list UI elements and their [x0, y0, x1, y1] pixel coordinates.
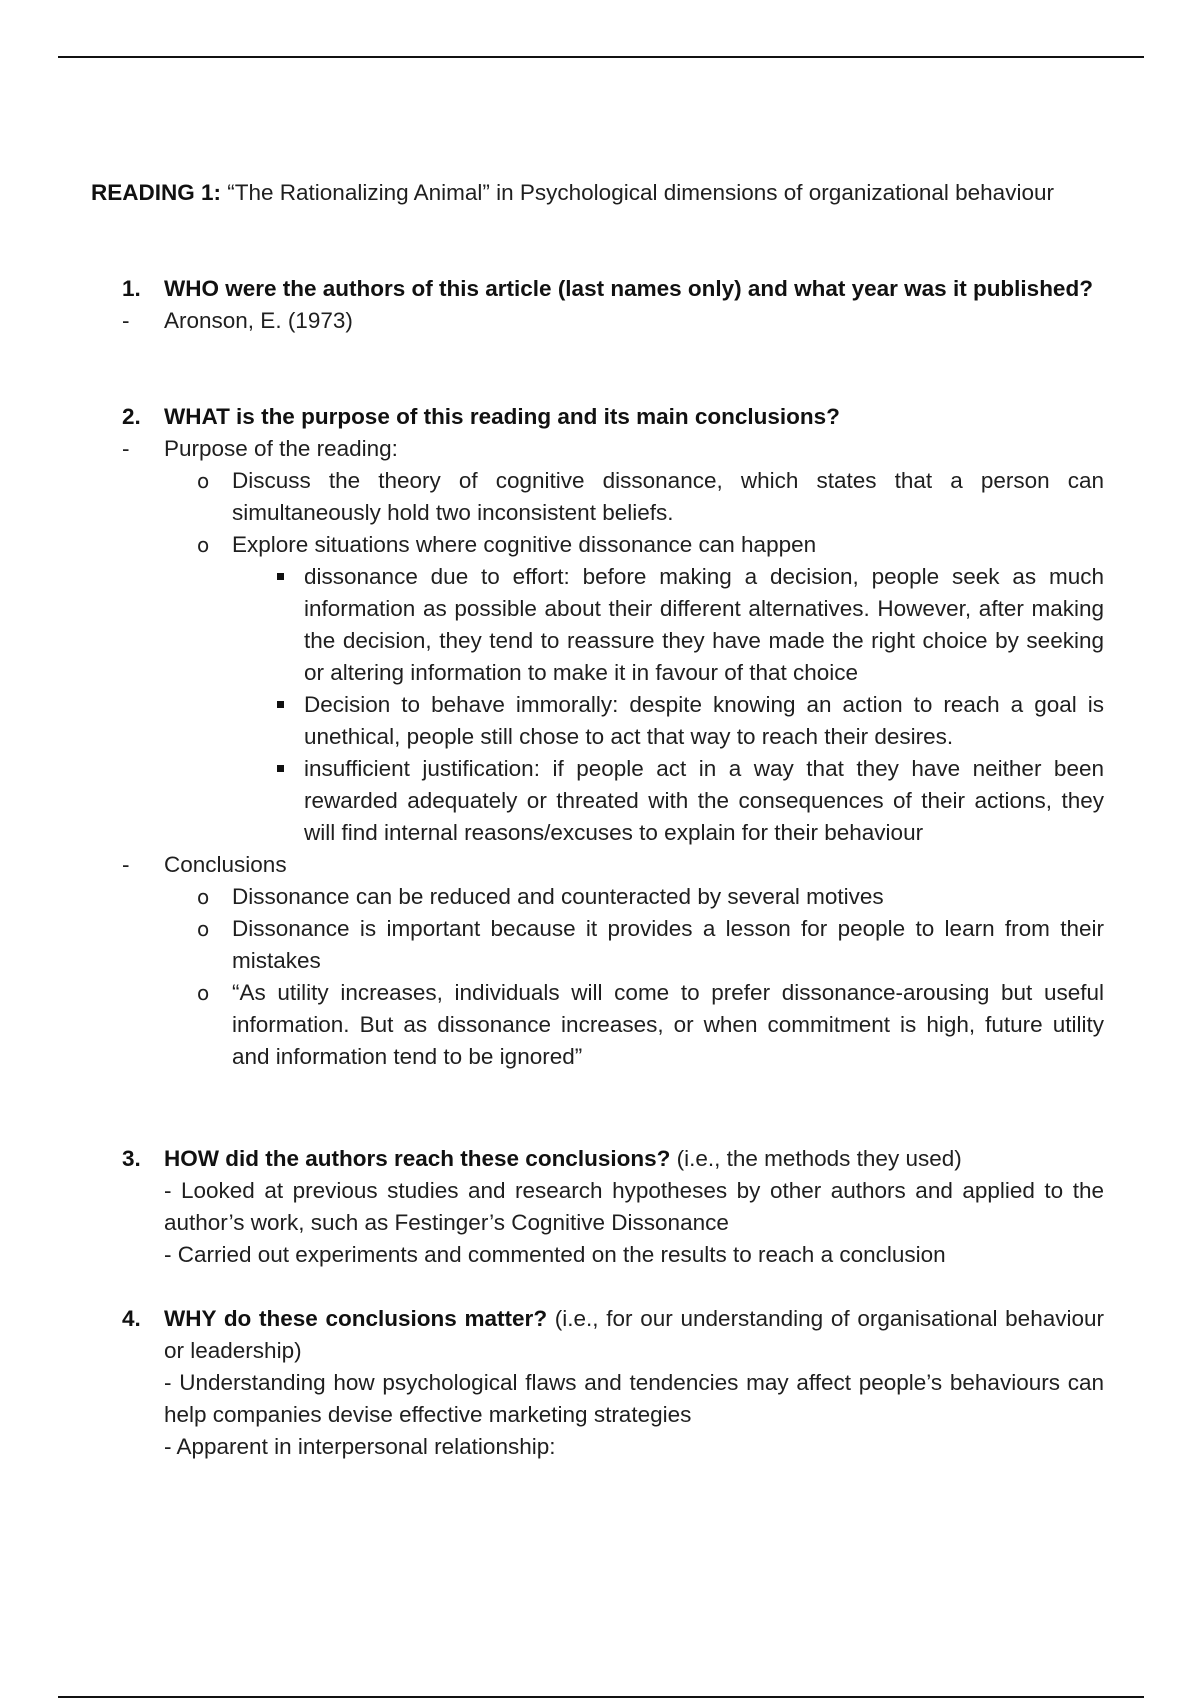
answer-text: Aronson, E. (1973) [164, 308, 353, 333]
list-item-text: Explore situations where cognitive dissonance can happen [232, 532, 817, 557]
dash-marker: - [122, 852, 130, 877]
list-item [197, 529, 1104, 849]
question-title: HOW did the authors reach these conclusions? [164, 1146, 671, 1171]
list-item-text: Decision to behave immorally: despite knowing an action to reach a goal is unethical, people still chose to act that way to reach their desires. [304, 692, 1104, 749]
purpose-label: Purpose of the reading: [164, 436, 398, 461]
list-item-text: “As utility increases, individuals will come to prefer dissonance-arousing but useful information. But as dissonance increases, or when commitment is high, future utility and information tend to be ignored” [232, 980, 1104, 1069]
square-bullet-icon [269, 561, 304, 689]
question-number: 1. [122, 276, 141, 301]
conclusions-label: Conclusions [164, 852, 287, 877]
question-hint: (i.e., for our understanding of organisational behaviour or leadership) [164, 1306, 1104, 1363]
conclusions-list [197, 881, 1104, 1073]
question-2 [122, 401, 1104, 1073]
question-number: 2. [122, 404, 141, 429]
list-item [197, 977, 1104, 1073]
list-item [269, 561, 1104, 689]
list-item [269, 689, 1104, 753]
list-item [269, 753, 1104, 849]
circle-marker: o [197, 917, 210, 941]
question-number: 4. [122, 1306, 141, 1331]
dash-marker: - [122, 308, 130, 333]
question-title: WHY do these conclusions matter? [164, 1306, 548, 1331]
list-item [197, 913, 1104, 977]
answer-text: - Understanding how psychological flaws and tendencies may affect people’s behaviours can help companies devise effective marketing strategies [164, 1370, 1104, 1427]
header-rule [58, 56, 1144, 58]
purpose-item [122, 433, 1104, 465]
question-hint: (i.e., the methods they used) [670, 1146, 962, 1171]
circle-marker: o [197, 981, 210, 1005]
question-4 [122, 1303, 1104, 1463]
circle-marker: o [197, 469, 210, 493]
list-item-text: insufficient justification: if people act in a way that they have neither been rewarded adequately or threated with the consequences of their actions, they will find internal reasons/excuses to explain for their behaviour [304, 756, 1104, 845]
list-item-text: Discuss the theory of cognitive dissonance, which states that a person can simultaneously hold two inconsistent beliefs. [232, 468, 1104, 525]
list-item-text: dissonance due to effort: before making a decision, people seek as much information as possible about their different alternatives. However, after making the decision, they tend to reassure they have made the right choice by seeking or altering information to make it in favour of that choice [304, 564, 1104, 685]
reading-title: “The Rationalizing Animal” in Psychological dimensions of organizational behaviour [221, 180, 1054, 205]
question-title: WHO were the authors of this article (last names only) and what year was it published? [164, 276, 1093, 301]
question-number: 3. [122, 1146, 141, 1171]
reading-heading [91, 177, 1104, 209]
answer-text: - Apparent in interpersonal relationship: [164, 1434, 556, 1459]
situations-list [269, 561, 1104, 849]
circle-marker: o [197, 885, 210, 909]
square-bullet-icon [269, 689, 304, 753]
circle-marker: o [197, 533, 210, 557]
question-title: WHAT is the purpose of this reading and its main conclusions? [164, 404, 840, 429]
question-3 [122, 1143, 1104, 1271]
answer-item [122, 305, 1104, 337]
answer-text: - Carried out experiments and commented on the results to reach a conclusion [164, 1242, 946, 1267]
square-bullet-icon [269, 753, 304, 849]
list-item [197, 881, 1104, 913]
reading-label: READING 1: [91, 180, 222, 205]
footer-rule [58, 1696, 1144, 1698]
answer-text: - Looked at previous studies and research hypotheses by other authors and applied to the author’s work, such as Festinger’s Cognitive Dissonance [164, 1178, 1104, 1235]
conclusions-item [122, 849, 1104, 881]
question-1 [122, 273, 1104, 337]
purpose-list [197, 465, 1104, 849]
list-item [197, 465, 1104, 529]
dash-marker: - [122, 436, 130, 461]
list-item-text: Dissonance is important because it provides a lesson for people to learn from their mistakes [232, 916, 1104, 973]
list-item-text: Dissonance can be reduced and counteracted by several motives [232, 884, 884, 909]
